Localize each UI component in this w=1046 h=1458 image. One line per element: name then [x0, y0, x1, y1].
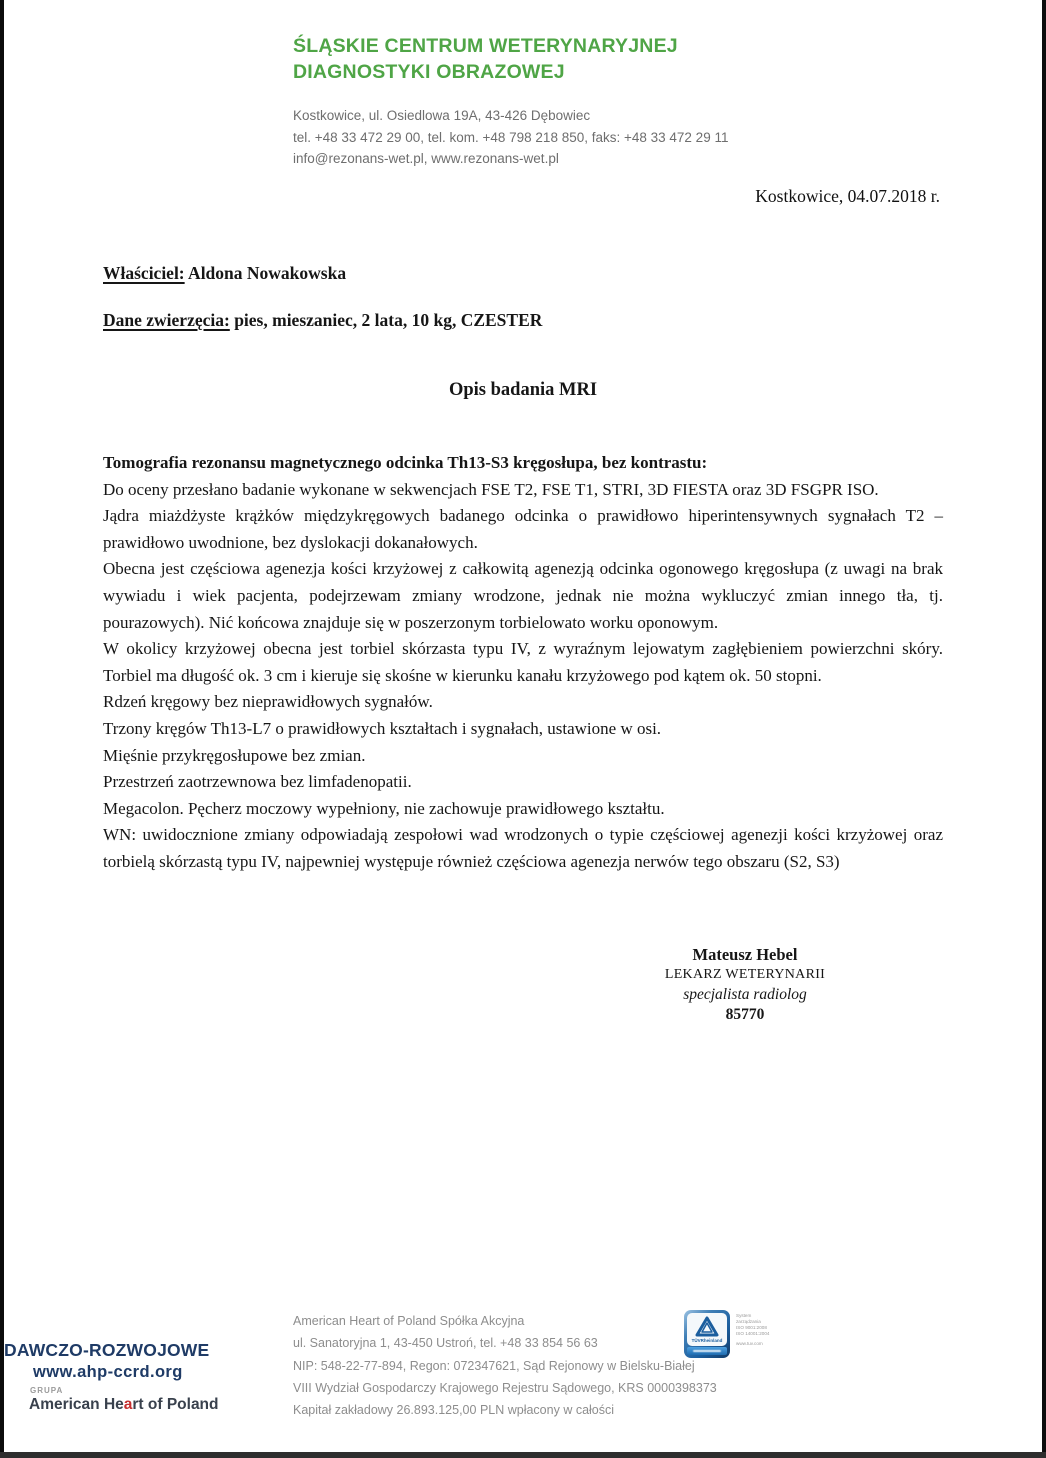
clinic-phones: tel. +48 33 472 29 00, tel. kom. +48 798 218 850, faks: +48 33 472 29 11 [293, 129, 729, 145]
tuv-text-line: ISO 14001:2004 [736, 1331, 770, 1336]
tuv-text-line: www.tuv.com [736, 1341, 763, 1346]
footer-brand-url: www.ahp-ccrd.org [33, 1363, 183, 1381]
scan-edge-right [1042, 0, 1046, 1458]
tuv-certified-band [687, 1347, 727, 1355]
owner-label: Właściciel: [103, 263, 185, 283]
scan-edge-left [0, 0, 4, 1458]
footer-group-name-accent: a [123, 1396, 133, 1413]
company-line: Kapitał zakładowy 26.893.125,00 PLN wpłacony w całości [293, 1403, 615, 1418]
report-paragraph: Przestrzeń zaotrzewnowa bez limfadenopatii. [103, 772, 412, 792]
footer-brand-block [0, 1340, 219, 1414]
company-line: ul. Sanatoryjna 1, 43-450 Ustroń, tel. +48 33 854 56 63 [293, 1336, 598, 1351]
report-title: Opis badania MRI [448, 380, 598, 400]
clinic-email-web: info@rezonans-wet.pl, www.rezonans-wet.pl [293, 151, 559, 166]
tuv-logo-text: TÜVRheinland [691, 1338, 723, 1343]
animal-data-line [103, 310, 542, 331]
owner-name: Aldona Nowakowska [184, 263, 347, 283]
report-paragraph: Megacolon. Pęcherz moczowy wypełniony, nie zachowuje prawidłowego kształtu. [103, 798, 665, 818]
date-line: Kostkowice, 04.07.2018 r. [755, 186, 940, 206]
report-paragraph: W okolicy krzyżowej obecna jest torbiel skórzasta typu IV, z wyraźnym lejowatym zagłębieniem powierzchni skóry. Torbiel ma długość ok. 3 cm i kieruje się skośne w kierunku kanału krzyżowego pod kątem ok. 50 stopni. [103, 639, 943, 685]
footer-group-name-part: American He [29, 1396, 124, 1413]
footer-group-name [29, 1396, 219, 1414]
company-line: American Heart of Poland Spółka Akcyjna [293, 1314, 525, 1328]
footer-group-name-part: rt of Poland [132, 1396, 219, 1413]
signer-license-number: 85770 [725, 1006, 765, 1023]
report-paragraph: Trzony kręgów Th13-L7 o prawidłowych kształtach i sygnałach, ustawione w osi. [103, 718, 662, 738]
letterhead [293, 33, 728, 170]
company-line: NIP: 548-22-77-894, Regon: 072347621, Sąd Rejonowy w Bielsku-Białej [293, 1358, 695, 1373]
clinic-name-line1: ŚLĄSKIE CENTRUM WETERYNARYJNEJ [293, 35, 678, 57]
owner-line [103, 263, 346, 284]
footer-company-block [293, 1310, 717, 1421]
report-paragraph: Rdzeń kręgowy bez nieprawidłowych sygnałów. [103, 692, 433, 712]
signer-name: Mateusz Hebel [692, 945, 798, 964]
report-paragraph: WN: uwidocznione zmiany odpowiadają zespołowi wad wrodzonych o typie częściowej agenezji kości krzyżowej oraz torbielą skórzastą typu IV, najpewniej występuje również częściowa agenezja nerwów tego obszaru (S2, S3) [103, 825, 943, 871]
animal-data-label: Dane zwierzęcia: [103, 310, 230, 330]
clinic-name-line2: DIAGNOSTYKI OBRAZOWEJ [293, 61, 565, 83]
scan-edge-bottom [0, 1452, 1046, 1458]
footer-group-label: GRUPA [30, 1386, 64, 1395]
report-heading: Tomografia rezonansu magnetycznego odcinka Th13-S3 kręgosłupa, bez kontrastu: [103, 453, 708, 472]
clinic-name [293, 33, 728, 85]
report-paragraph: Mięśnie przykręgosłupowe bez zmian. [103, 745, 366, 765]
report-body [103, 450, 943, 876]
tuv-text-line: ISO 9001:2008 [736, 1325, 767, 1330]
clinic-address: Kostkowice, ul. Osiedlowa 19A, 43-426 Dębowiec [293, 108, 591, 123]
tuv-triangle-icon [687, 1313, 727, 1346]
tuv-certificate-text [736, 1313, 769, 1347]
signer-title: LEKARZ WETERYNARII [664, 967, 826, 982]
signature-block [600, 945, 890, 1025]
report-paragraph: Obecna jest częściowa agenezja kości krzyżowej z całkowitą agenezją odcinka ogonowego kręgosłupa (z uwagi na brak wywiadu i wiek pacjenta, podejrzewam zmiany wrodzone, jednak nie można wykluczyć zmian innego tła, tj. pourazowych). Nić końcowa znajduje się w poszerzonym torbielowato worku oponowym. [103, 559, 943, 632]
tuv-text-line: System [736, 1313, 752, 1318]
tuv-text-line: zarządzania [736, 1319, 761, 1324]
report-paragraph: Jądra miażdżyste krążków międzykręgowych badanego odcinka o prawidłowo hiperintensywnych sygnałach T2 – prawidłowo uwodnione, bez dyslokacji dokanałowych. [103, 506, 943, 552]
footer-brand-line1: DAWCZO-ROZWOJOWE [4, 1340, 210, 1360]
clinic-contact [293, 105, 728, 170]
company-line: VIII Wydział Gospodarczy Krajowego Rejestru Sądowego, KRS 0000398373 [293, 1380, 717, 1395]
tuv-certification-badge [684, 1310, 769, 1358]
signer-specialty: specjalista radiolog [683, 986, 807, 1003]
tuv-logo-icon [684, 1310, 730, 1358]
animal-details: pies, mieszaniec, 2 lata, 10 kg, CZESTER [229, 310, 543, 330]
report-paragraph: Do oceny przesłano badanie wykonane w sekwencjach FSE T2, FSE T1, STRI, 3D FIESTA oraz 3D FSGPR ISO. [103, 479, 879, 499]
